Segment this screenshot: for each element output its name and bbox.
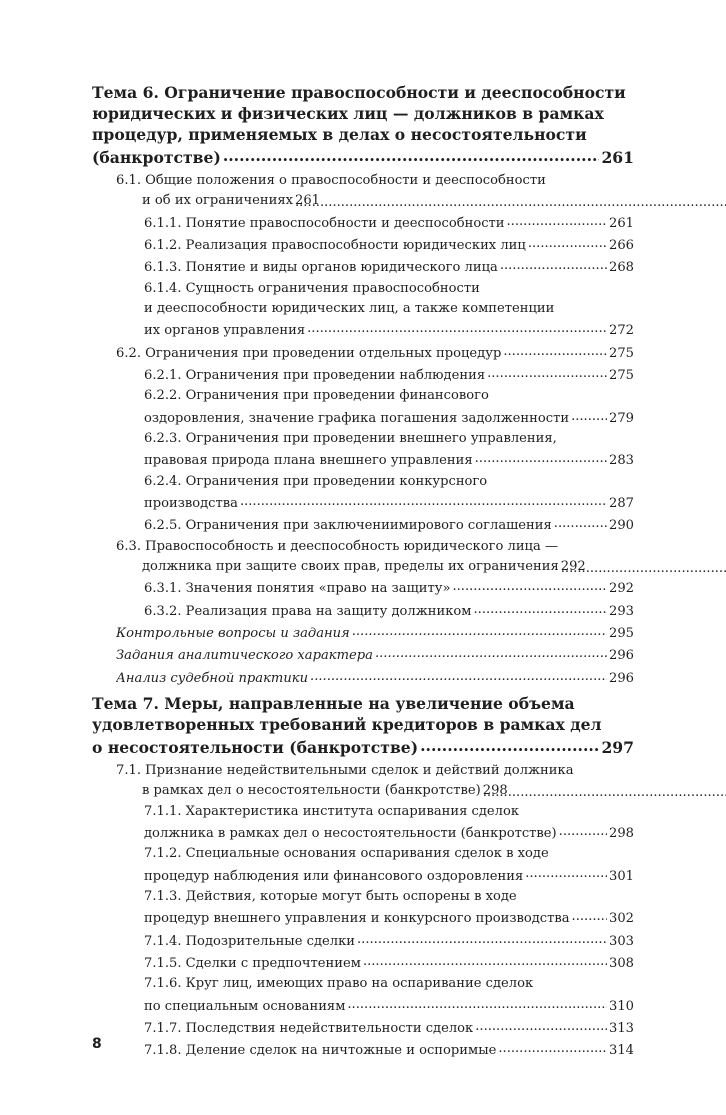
toc-page-number: 292: [560, 558, 586, 574]
toc-entry-6-1-2: [92, 234, 634, 256]
dot-leader: [373, 644, 607, 659]
dot-leader: [473, 449, 607, 464]
toc-line: 6.2.5. Ограничения при заключениимирового соглашения: [144, 518, 552, 534]
toc-page-number: 272: [609, 323, 634, 339]
toc-line: 6.2.3. Ограничения при проведении внешнего управления,: [144, 430, 557, 446]
toc-page-number: 308: [609, 955, 634, 971]
toc-line: оздоровления, значение графика погашения задолженности: [144, 410, 570, 426]
dot-leader: [355, 930, 607, 945]
dot-leader: [496, 1039, 607, 1054]
toc-line: производства: [144, 495, 238, 511]
toc-line: 7.1.7. Последствия недействительности сделок: [144, 1020, 474, 1036]
dot-leader: [526, 234, 607, 249]
toc-page-number: 261: [601, 147, 634, 167]
toc-entry-6-2-4: [92, 472, 634, 515]
table-of-contents: [92, 82, 634, 1062]
toc-page-number: 275: [609, 367, 634, 383]
dot-leader: [238, 492, 607, 507]
toc-entry-6-1-1: [92, 212, 634, 234]
toc-entry-questions: [92, 622, 634, 644]
toc-line: 6.1.4. Сущность ограничения правоспособности: [144, 280, 480, 296]
dot-leader: [557, 822, 607, 837]
toc-page-number: 283: [609, 453, 634, 469]
toc-line: 7.1.8. Деление сделок на ничтожные и оспоримые: [144, 1043, 497, 1059]
dot-leader: [498, 256, 607, 271]
dot-leader: [472, 600, 608, 615]
toc-line: Задания аналитического характера: [116, 648, 373, 664]
toc-line: и дееспособности юридических лиц, а также компетенции: [144, 300, 555, 316]
toc-line: по специальным основаниям: [144, 998, 346, 1014]
toc-page-number: 295: [609, 625, 634, 641]
toc-entry-case-law: [92, 667, 634, 689]
toc-line: и об их ограничениях: [142, 193, 293, 209]
dot-leader: [523, 864, 607, 879]
toc-line: 7.1.1. Характеристика института оспаривания сделок: [144, 803, 520, 819]
toc-page-number: 314: [609, 1043, 634, 1059]
toc-entry-6-1-3: [92, 256, 634, 278]
toc-line: 7.1.4. Подозрительные сделки: [144, 933, 356, 949]
toc-entry-7-1-4: [92, 930, 634, 952]
toc-entry-7-1-8: [92, 1039, 634, 1061]
dot-leader: [485, 364, 607, 379]
toc-page-number: 287: [609, 495, 634, 511]
toc-line: 6.2.2. Ограничения при проведении финансового: [144, 388, 489, 404]
dot-leader: [501, 342, 607, 357]
toc-entry-7-1-3: [92, 887, 634, 930]
dot-leader: [350, 622, 607, 637]
toc-topic-7: [92, 693, 634, 758]
toc-line: удовлетворенных требований кредиторов в рамках дел: [92, 715, 602, 734]
toc-entry-6-2-5: [92, 514, 634, 536]
dot-leader: [345, 995, 607, 1010]
toc-page-number: 266: [609, 237, 634, 253]
toc-line: 6.1.2. Реализация правоспособности юридических лиц: [144, 237, 526, 253]
toc-entry-6-2: [92, 342, 634, 364]
toc-page-number: 261: [294, 193, 320, 209]
toc-entry-6-2-2: [92, 386, 634, 429]
toc-line: 6.1.1. Понятие правоспособности и дееспособности: [144, 215, 505, 231]
toc-page-number: 298: [609, 825, 634, 841]
toc-line: 6.2. Ограничения при проведении отдельных процедур: [116, 345, 502, 361]
toc-line: процедур внешнего управления и конкурсного производства: [144, 911, 570, 927]
toc-line: процедур наблюдения или финансового оздоровления: [144, 868, 524, 884]
toc-page-number: 297: [601, 737, 634, 757]
toc-entry-analytical-tasks: [92, 644, 634, 666]
toc-entry-6-2-1: [92, 364, 634, 386]
toc-line: 7.1. Признание недействительными сделок и действий должника: [116, 762, 574, 778]
toc-topic-6: [92, 82, 634, 168]
dot-leader: [552, 514, 607, 529]
toc-line: 6.2.4. Ограничения при проведении конкурсного: [144, 473, 488, 489]
toc-line: должника при защите своих прав, пределы их ограничения: [142, 558, 559, 574]
dot-leader: [473, 1017, 607, 1032]
dot-leader: [221, 145, 600, 163]
toc-page-number: 303: [609, 933, 634, 949]
dot-leader: [361, 952, 607, 967]
toc-line: 6.3.1. Значения понятия «право на защиту»: [144, 581, 451, 597]
toc-page-number: 310: [609, 998, 634, 1014]
toc-entry-6-2-3: [92, 429, 634, 472]
dot-leader: [305, 319, 607, 334]
toc-entry-6-3-2: [92, 600, 634, 622]
page-number: 8: [92, 1036, 102, 1052]
toc-page-number: 290: [609, 518, 634, 534]
dot-leader: [505, 212, 607, 227]
toc-entry-6-1: [92, 171, 634, 212]
toc-line: Тема 6. Ограничение правоспособности и дееспособности: [92, 83, 626, 102]
toc-line: 7.1.5. Сделки с предпочтением: [144, 955, 361, 971]
toc-line: 7.1.2. Специальные основания оспаривания сделок в ходе: [144, 846, 549, 862]
toc-entry-7-1-2: [92, 844, 634, 887]
toc-line: 6.3.2. Реализация права на защиту должником: [144, 603, 472, 619]
toc-entry-6-1-4: [92, 279, 634, 342]
toc-line: 6.1. Общие положения о правоспособности и дееспособности: [116, 172, 546, 188]
toc-line: Анализ судебной практики: [116, 670, 309, 686]
dot-leader: [450, 577, 607, 592]
toc-line: 7.1.3. Действия, которые могут быть оспорены в ходе: [144, 888, 517, 904]
toc-entry-7-1-1: [92, 802, 634, 845]
toc-page-number: 313: [609, 1020, 634, 1036]
toc-line: о несостоятельности (банкротстве): [92, 737, 419, 757]
toc-line: их органов управления: [144, 323, 306, 339]
toc-page-number: 279: [609, 410, 634, 426]
toc-line: процедур, применяемых в делах о несостоятельности: [92, 125, 587, 144]
dot-leader: [570, 907, 607, 922]
toc-page-number: 268: [609, 260, 634, 276]
toc-page-number: 261: [609, 215, 634, 231]
toc-page-number: 296: [609, 670, 634, 686]
toc-entry-6-3: [92, 537, 634, 578]
toc-line: 6.3. Правоспособность и дееспособность юридического лица —: [116, 538, 559, 554]
toc-page-number: 275: [609, 345, 634, 361]
toc-entry-6-3-1: [92, 577, 634, 599]
toc-line: должника в рамках дел о несостоятельности (банкротстве): [144, 825, 557, 841]
toc-line: в рамках дел о несостоятельности (банкротстве): [142, 783, 481, 799]
toc-line: 7.1.6. Круг лиц, имеющих право на оспаривание сделок: [144, 976, 534, 992]
toc-line: правовая природа плана внешнего управления: [144, 453, 473, 469]
toc-entry-7-1-7: [92, 1017, 634, 1039]
toc-entry-7-1-5: [92, 952, 634, 974]
toc-page-number: 293: [609, 603, 634, 619]
dot-leader: [569, 407, 607, 422]
toc-page-number: 292: [609, 581, 634, 597]
toc-page-number: 298: [482, 783, 508, 799]
toc-line: 6.2.1. Ограничения при проведении наблюдения: [144, 367, 486, 383]
toc-line: Тема 7. Меры, направленные на увеличение объема: [92, 694, 575, 713]
dot-leader: [308, 667, 607, 682]
toc-page-number: 302: [609, 911, 634, 927]
toc-line: 6.1.3. Понятие и виды органов юридического лица: [144, 260, 498, 276]
toc-page-number: 296: [609, 648, 634, 664]
toc-entry-7-1-6: [92, 974, 634, 1017]
toc-line: (банкротстве): [92, 147, 221, 167]
toc-page-number: 301: [609, 868, 634, 884]
dot-leader: [418, 735, 599, 753]
toc-line: юридических и физических лиц — должников в рамках: [92, 104, 604, 123]
toc-entry-7-1: [92, 761, 634, 802]
toc-line: Контрольные вопросы и задания: [116, 625, 350, 641]
